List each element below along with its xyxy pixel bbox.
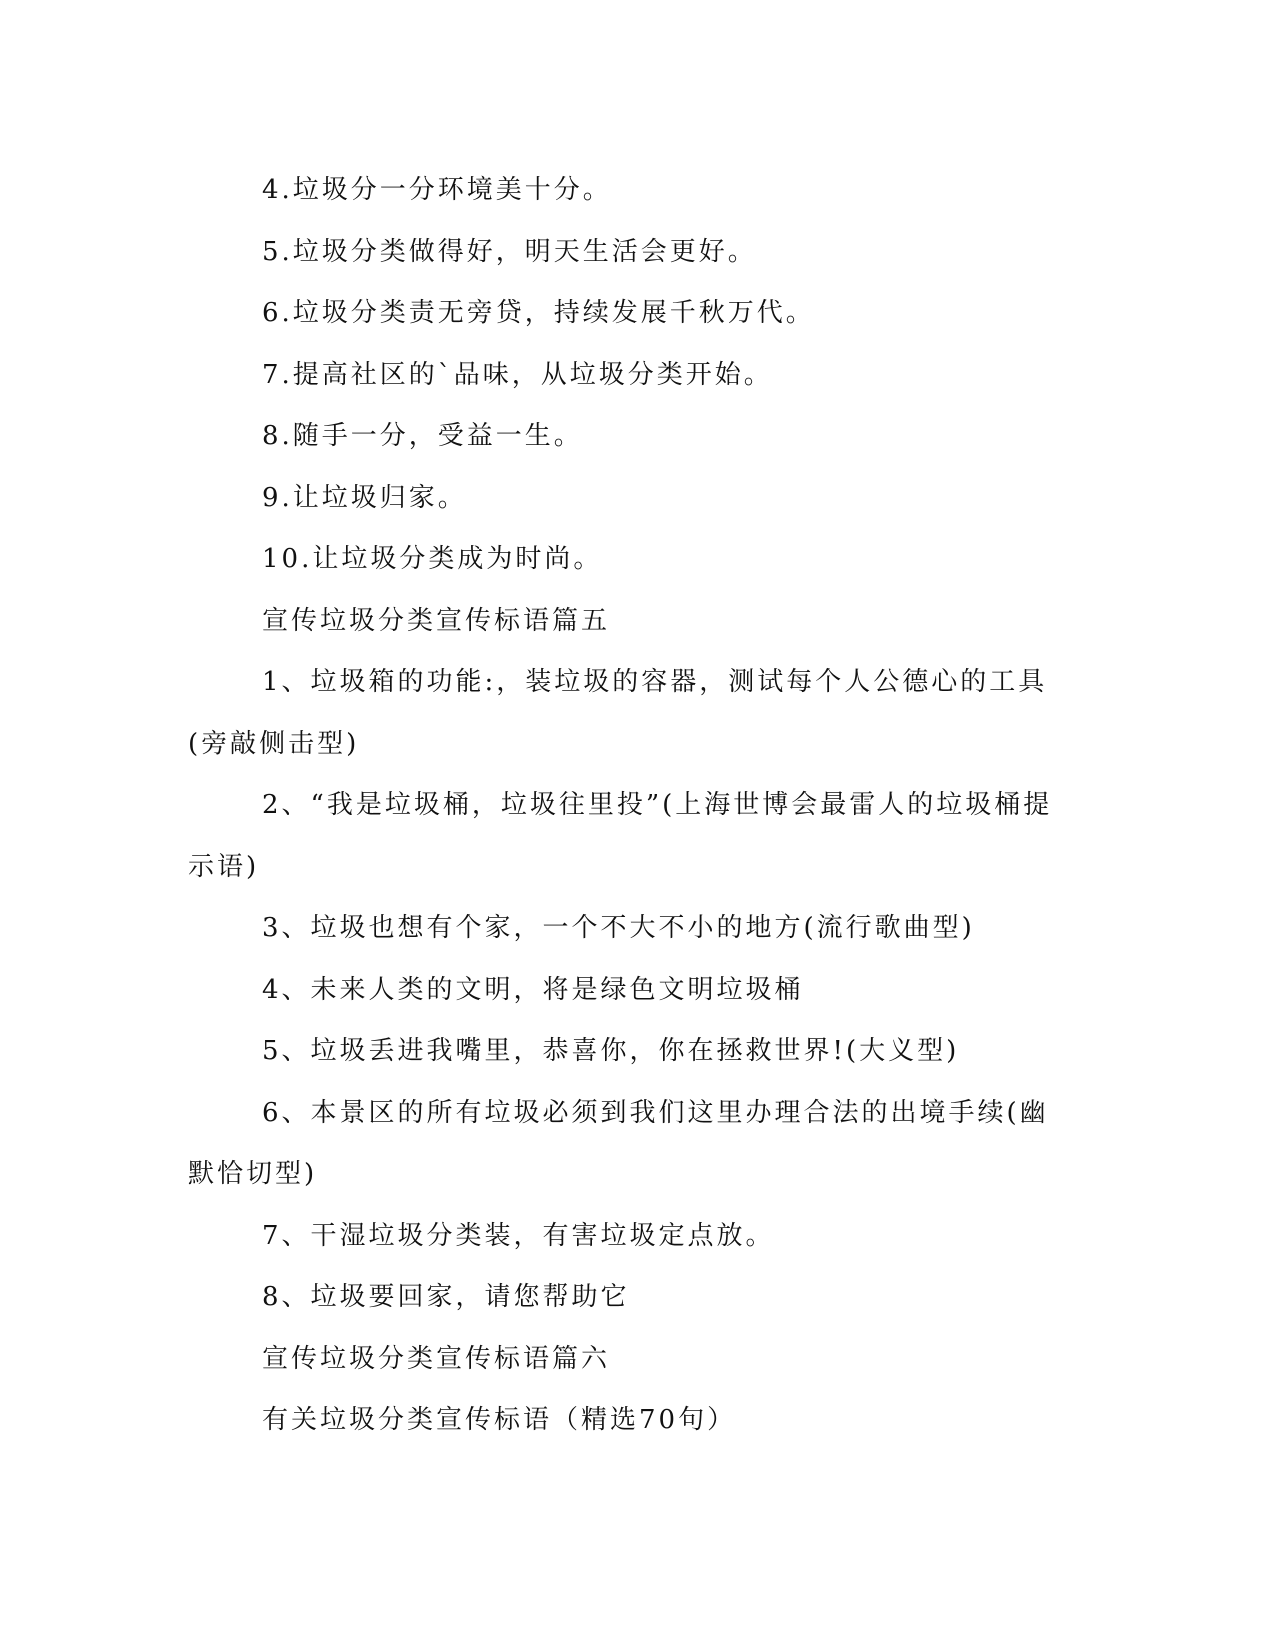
paragraph-part5-item-7: 7、干湿垃圾分类装，有害垃圾定点放。 bbox=[262, 1220, 775, 1251]
paragraph-slogan-7: 7.提高社区的`品味，从垃圾分类开始。 bbox=[262, 359, 773, 390]
paragraph-related-slogans-title: 有关垃圾分类宣传标语（精选70句） bbox=[262, 1405, 737, 1435]
paragraph-slogan-6: 6.垃圾分类责无旁贷，持续发展千秋万代。 bbox=[262, 298, 815, 328]
paragraph-slogan-10: 10.让垃圾分类成为时尚。 bbox=[262, 544, 603, 574]
paragraph-part5-item-3: 3、垃圾也想有个家，一个不大不小的地方(流行歌曲型) bbox=[262, 913, 975, 943]
document-body bbox=[188, 160, 1068, 1452]
paragraph-slogan-8: 8.随手一分，受益一生。 bbox=[262, 421, 583, 451]
paragraph-part5-item-6: 6、本景区的所有垃圾必须到我们这里办理合法的出境手续(幽默恰切型) bbox=[188, 1097, 1049, 1189]
paragraph-part5-item-2: 2、“我是垃圾桶，垃圾往里投”(上海世博会最雷人的垃圾桶提示语) bbox=[188, 790, 1053, 882]
paragraph-part5-item-1: 1、垃圾箱的功能:，装垃圾的容器，测试每个人公德心的工具(旁敲侧击型) bbox=[188, 667, 1048, 759]
paragraph-part5-item-4: 4、未来人类的文明，将是绿色文明垃圾桶 bbox=[262, 974, 804, 1005]
paragraph-part5-item-8: 8、垃圾要回家，请您帮助它 bbox=[262, 1282, 630, 1312]
section-heading-part-6: 宣传垃圾分类宣传标语篇六 bbox=[262, 1343, 611, 1374]
paragraph-slogan-5: 5.垃圾分类做得好，明天生活会更好。 bbox=[262, 236, 757, 267]
paragraph-slogan-9: 9.让垃圾归家。 bbox=[262, 482, 467, 513]
paragraph-slogan-4: 4.垃圾分一分环境美十分。 bbox=[262, 175, 612, 205]
section-heading-part-5: 宣传垃圾分类宣传标语篇五 bbox=[262, 605, 611, 636]
paragraph-part5-item-5: 5、垃圾丢进我嘴里，恭喜你，你在拯救世界!(大义型) bbox=[262, 1036, 960, 1066]
